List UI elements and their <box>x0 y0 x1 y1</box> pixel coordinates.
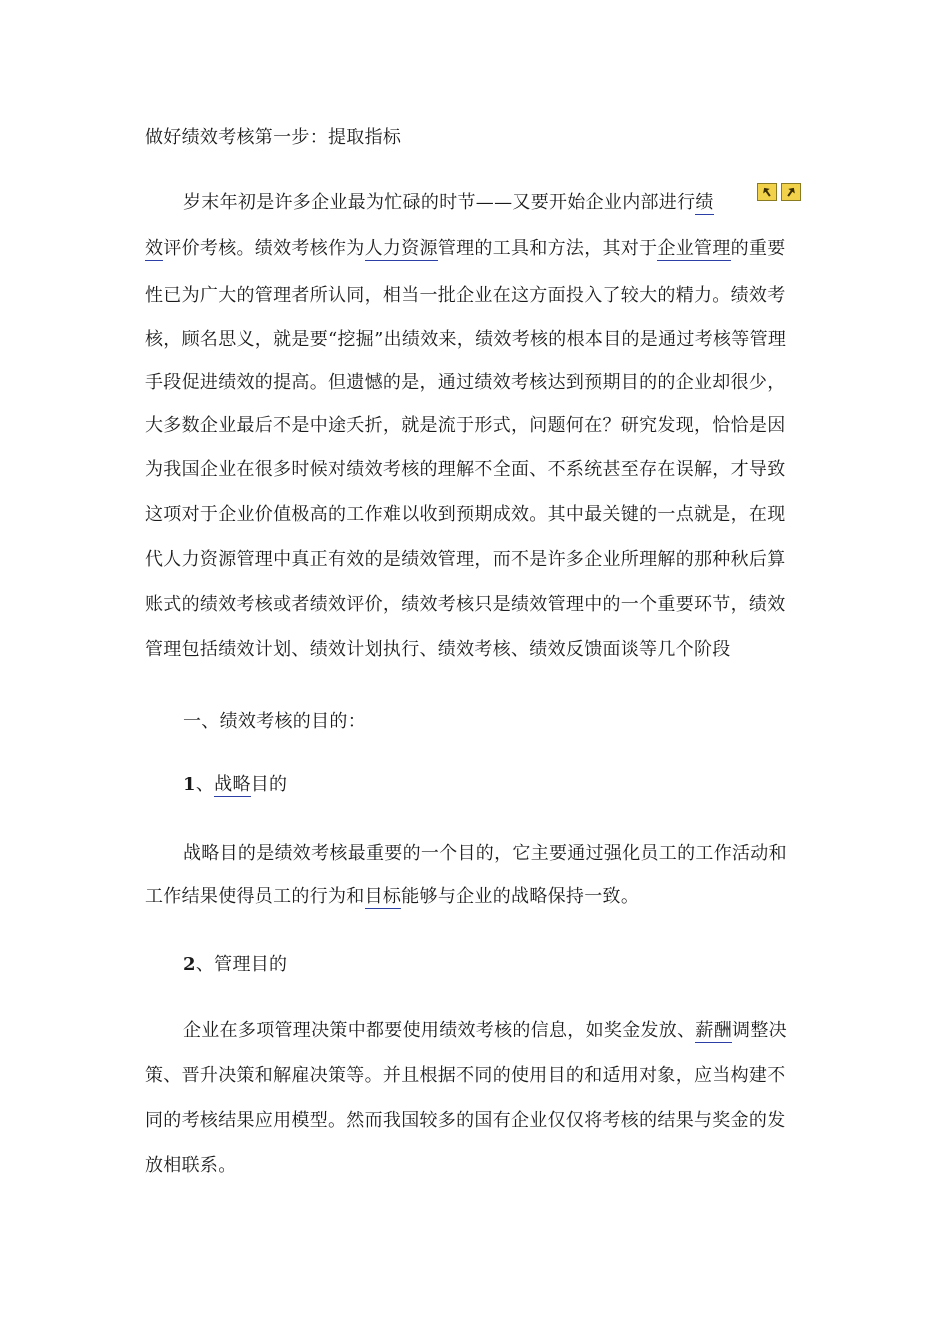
intro-text: 的重要 <box>730 238 786 259</box>
item2-line-4: 放相联系。 <box>145 1155 237 1176</box>
intro-line-7: 为我国企业在很多时候对绩效考核的理解不全面、不系统甚至存在误解，才导致 <box>145 459 786 480</box>
next-page-icon[interactable] <box>781 183 801 201</box>
intro-text: 管理的工具和方法，其对于 <box>437 238 658 259</box>
item1-line-1: 战略目的是绩效考核最重要的一个目的，它主要通过强化员工的工作活动和 <box>183 843 787 864</box>
intro-line-11: 管理包括绩效计划、绩效计划执行、绩效考核、绩效反馈面谈等几个阶段 <box>145 639 731 660</box>
item2-text: 调整决 <box>732 1020 787 1041</box>
intro-line-1 <box>183 191 714 215</box>
intro-line-10: 账式的绩效考核或者绩效评价，绩效考核只是绩效管理中的一个重要环节，绩效 <box>145 594 786 615</box>
item1-heading <box>183 773 287 797</box>
item1-text: 能够与企业的战略保持一致。 <box>401 886 640 907</box>
item2-text: 企业在多项管理决策中都要使用绩效考核的信息，如奖金发放、 <box>183 1020 696 1041</box>
intro-line-4: 核，顾名思义，就是要“挖掘”出绩效来，绩效考核的根本目的是通过考核等管理 <box>145 329 787 350</box>
item2-number: 2 <box>183 954 196 975</box>
intro-line-6: 大多数企业最后不是中途夭折，就是流于形式，问题何在？研究发现，恰恰是因 <box>145 415 786 436</box>
intro-line-2 <box>145 237 786 261</box>
intro-line-8: 这项对于企业价值极高的工作难以收到预期成效。其中最关键的一点就是，在现 <box>145 504 786 525</box>
item2-sep: 、 <box>195 954 215 975</box>
link-human-resources[interactable]: 人力资源 <box>364 238 438 259</box>
item2-line-2: 策、晋升决策和解雇决策等。并且根据不同的使用目的和适用对象，应当构建不 <box>145 1065 786 1086</box>
item2-rest: 管理目的 <box>214 954 288 975</box>
link-strategy[interactable]: 战略 <box>214 774 251 795</box>
link-goal[interactable]: 目标 <box>364 886 402 907</box>
item1-text: 工作结果使得员工的行为和 <box>145 886 365 907</box>
intro-text: 岁末年初是许多企业最为忙碌的时节——又要开始企业内部进行 <box>183 192 696 213</box>
link-jixiao-2[interactable]: 效 <box>145 238 164 259</box>
item2-line-3: 同的考核结果应用模型。然而我国较多的国有企业仅仅将考核的结果与奖金的发 <box>145 1110 786 1131</box>
link-enterprise-management[interactable]: 企业管理 <box>657 238 731 259</box>
intro-line-9: 代人力资源管理中真正有效的是绩效管理，而不是许多企业所理解的那种秋后算 <box>145 549 786 570</box>
document-title: 做好绩效考核第一步：提取指标 <box>145 127 402 148</box>
intro-text: 评价考核。绩效考核作为 <box>163 238 365 259</box>
section-heading: 一、绩效考核的目的： <box>183 711 366 732</box>
item1-sep: 、 <box>195 774 215 795</box>
intro-line-5: 手段促进绩效的提高。但遗憾的是，通过绩效考核达到预期目的的企业却很少， <box>145 372 786 393</box>
item2-line-1 <box>183 1019 787 1043</box>
intro-line-3: 性已为广大的管理者所认同，相当一批企业在这方面投入了较大的精力。绩效考 <box>145 285 786 306</box>
item1-number: 1 <box>183 774 196 795</box>
item2-heading <box>183 953 287 977</box>
prev-page-icon[interactable] <box>757 183 777 201</box>
page-nav <box>757 183 807 203</box>
item1-rest: 目的 <box>250 774 288 795</box>
item1-line-2 <box>145 885 639 909</box>
link-salary[interactable]: 薪酬 <box>695 1020 733 1041</box>
link-jixiao-1[interactable]: 绩 <box>695 192 714 213</box>
